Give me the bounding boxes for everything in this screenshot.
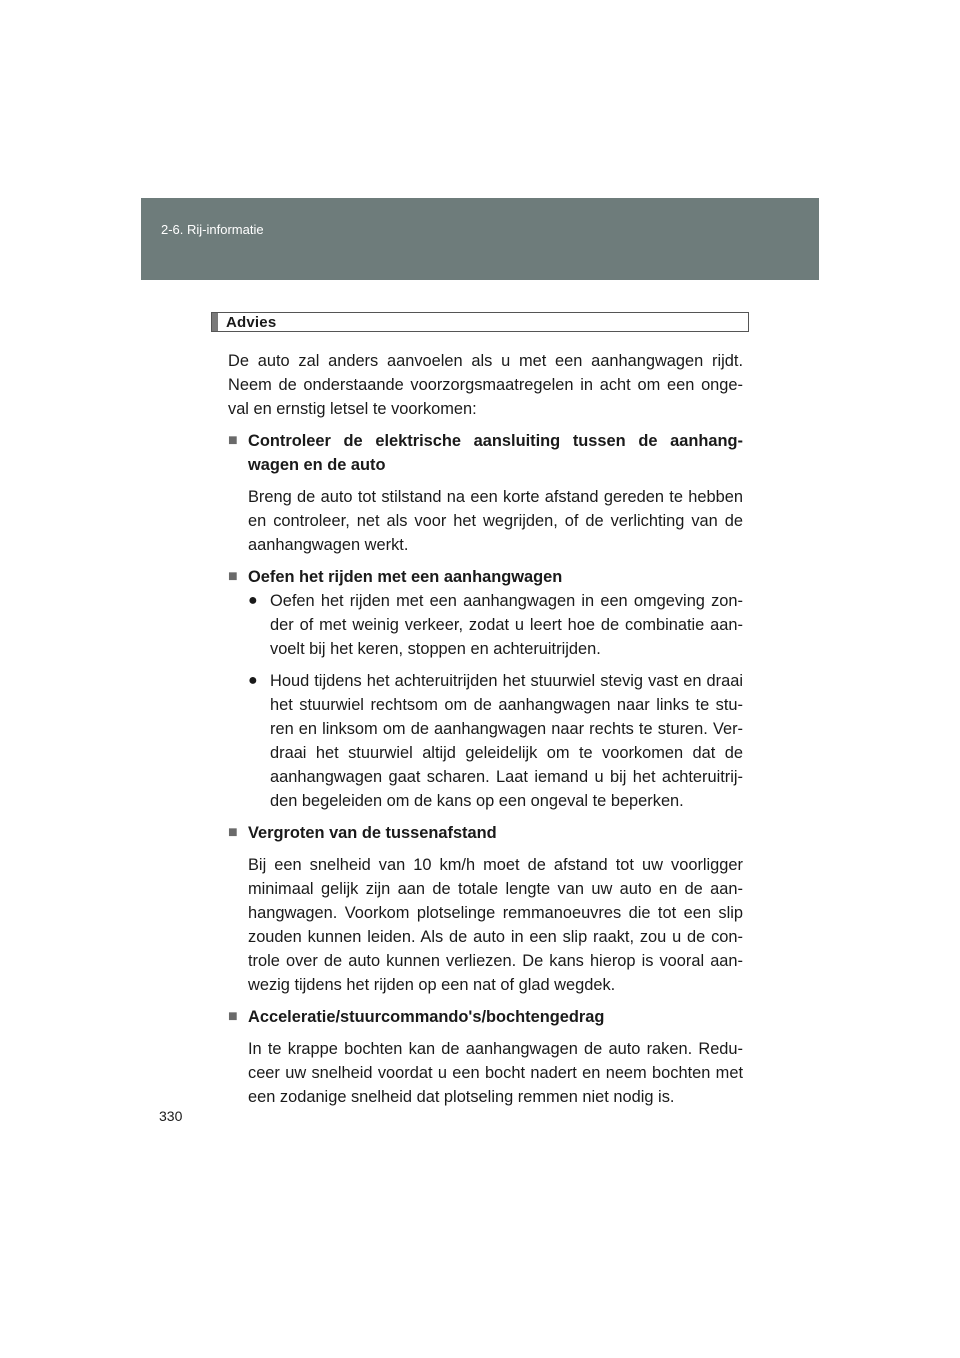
chapter-header-band — [141, 198, 819, 280]
square-bullet-icon: ■ — [228, 432, 238, 449]
section-label: 2-6. Rij-informatie — [161, 222, 264, 237]
square-bullet-icon: ■ — [228, 824, 238, 841]
section-body: Bij een snelheid van 10 km/h moet de afstand tot uw voorligger minimaal gelijk zijn aan de totale lengte van uw auto en de aan- hangwagen. Voorkom plotselinge remmanoeuvres die tot een slip zouden kunnen leiden. Als de auto in een slip raakt, zou u de con- trole over de auto kunnen verliezen. De kans hierop is vooral aan- wezig tijdens het rijden op een nat of glad wegdek. — [248, 856, 743, 994]
page-number: 330 — [159, 1108, 183, 1124]
section-cornering — [228, 1005, 743, 1109]
section-heading: Vergroten van de tussenafstand — [248, 824, 497, 842]
section-heading: Oefen het rijden met een aanhangwagen — [248, 568, 563, 586]
section-practice-driving — [228, 565, 743, 813]
list-item-text: Oefen het rijden met een aanhangwagen in een omgeving zon- der of met weinig verkeer, zodat u leert hoe de combinatie aan- voelt bij het keren, stoppen en achteruitrijden. — [270, 592, 743, 658]
advies-box — [211, 312, 749, 332]
round-bullet-icon: ● — [248, 672, 258, 689]
advies-title: Advies — [226, 314, 277, 331]
advies-content — [228, 349, 743, 1117]
section-body: In te krappe bochten kan de aanhangwagen de auto raken. Redu- ceer uw snelheid voordat u een bocht nadert en neem bochten met een zodanige snelheid dat plotseling remmen niet nodig is. — [248, 1040, 743, 1106]
list-item — [248, 589, 743, 661]
section-electrical-check — [228, 429, 743, 557]
square-bullet-icon: ■ — [228, 568, 238, 585]
list-item-text: Houd tijdens het achteruitrijden het stuurwiel stevig vast en draai het stuurwiel rechtsom om de aanhangwagen naar links te stu- ren en linksom om de aanhangwagen naar rechts te sturen. Ver- draai het stuurwiel altijd geleidelijk om te voorkomen dat de aanhangwagen gaat scharen. Laat iemand u bij het achteruitrij- den begeleiden om de kans op een ongeval te beperken. — [270, 672, 743, 810]
section-heading: Controleer de elektrische aansluiting tussen de aanhang- wagen en de auto — [248, 432, 743, 474]
section-body: Breng de auto tot stilstand na een korte afstand gereden te hebben en controleer, net als voor het wegrijden, of de verlichting van de aanhangwagen werkt. — [248, 488, 743, 554]
section-heading: Acceleratie/stuurcommando's/bochtengedrag — [248, 1008, 605, 1026]
round-bullet-icon: ● — [248, 592, 258, 609]
square-bullet-icon: ■ — [228, 1008, 238, 1025]
section-following-distance — [228, 821, 743, 997]
list-item — [248, 669, 743, 813]
intro-paragraph: De auto zal anders aanvoelen als u met een aanhangwagen rijdt. Neem de onderstaande voorzorgsmaatregelen in acht om een onge- val en ernstig letsel te voorkomen: — [228, 352, 743, 418]
advies-bar — [212, 313, 218, 331]
